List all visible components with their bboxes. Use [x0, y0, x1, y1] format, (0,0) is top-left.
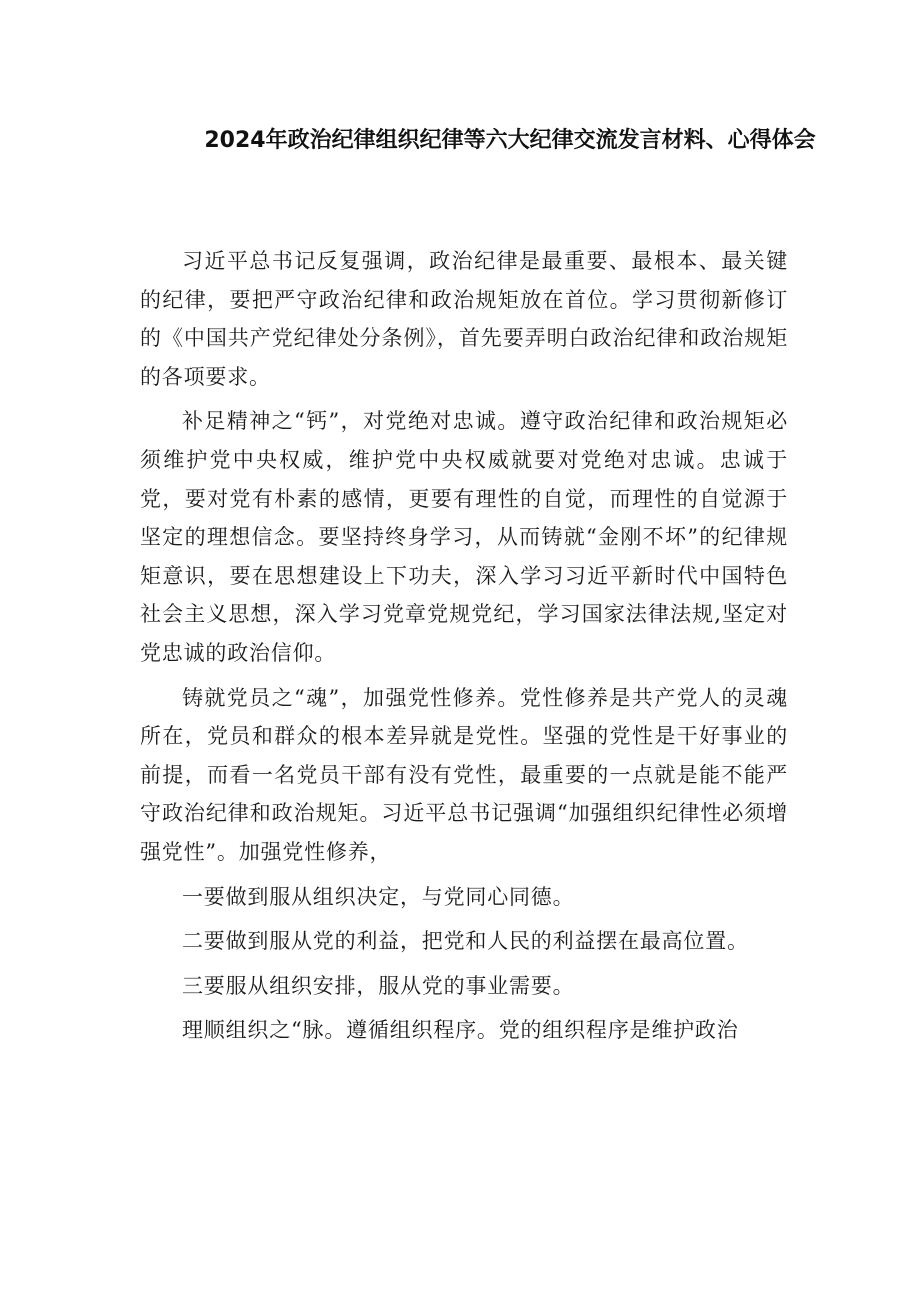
- paragraph-intro: 习近平总书记反复强调，政治纪律是最重要、最根本、最关键的纪律，要把严守政治纪律和政治规矩放在首位。学习贯彻新修订的《中国共产党纪律处分条例》，首先要弄明白政治纪律和政治规矩的各项要求。: [140, 249, 788, 389]
- document-body: [140, 242, 788, 1056]
- paragraph-point-two: 二要做到服从党的利益，把党和人民的利益摆在最高位置。: [182, 929, 749, 954]
- paragraph-loyalty: 补足精神之“钙”，对党绝对忠诚。遵守政治纪律和政治规矩必须维护党中央权威，维护党中央权威就要对党绝对忠诚。忠诚于党，要对党有朴素的感情，更要有理性的自觉，而理性的自觉源于坚定的理想信念。要坚持终身学习，从而铸就“金刚不坏”的纪律规矩意识，要在思想建设上下功夫，深入学习习近平新时代中国特色社会主义思想，深入学习党章党规党纪，学习国家法律法规,坚定对党忠诚的政治信仰。: [140, 409, 788, 665]
- paragraph-point-three: 三要服从组织安排，服从党的事业需要。: [182, 973, 575, 998]
- document-title: 2024年政治纪律组织纪律等六大纪律交流发言材料、心得体会: [204, 128, 816, 153]
- paragraph-party-spirit: 铸就党员之“魂”，加强党性修养。党性修养是共产党人的灵魂所在，党员和群众的根本差异就是党性。坚强的党性是干好事业的前提，而看一名党员干部有没有党性，最重要的一点就是能不能严守政治纪律和政治规矩。习近平总书记强调“加强组织纪律性必须增强党性”。加强党性修养，: [140, 685, 788, 864]
- paragraph-organization: 理顺组织之“脉。遵循组织程序。党的组织程序是维护政治: [182, 1018, 739, 1043]
- paragraph-point-one: 一要做到服从组织决定，与党同心同德。: [182, 884, 575, 909]
